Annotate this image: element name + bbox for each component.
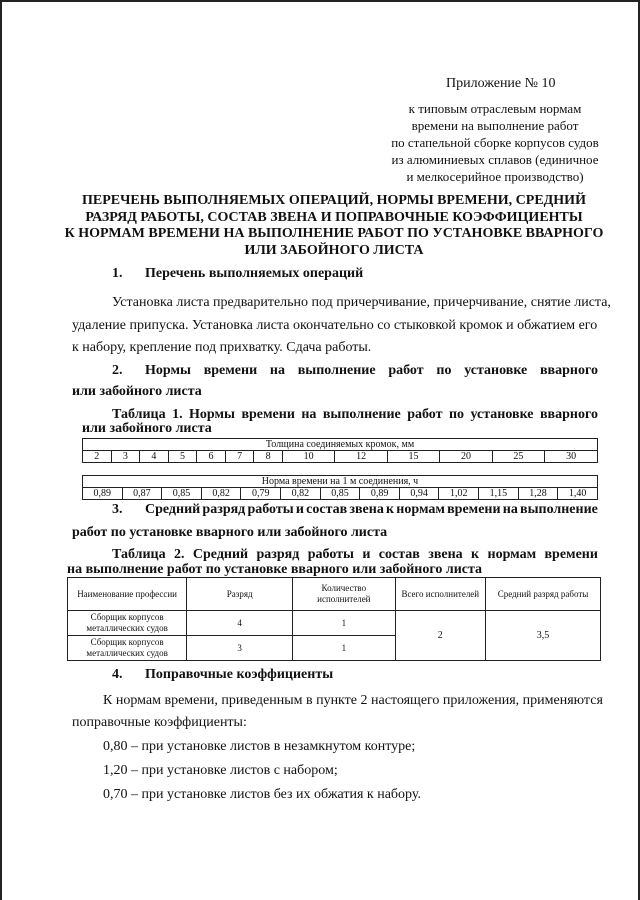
cell-grade: 3: [187, 636, 293, 661]
scan-edge-top: [0, 0, 640, 2]
heading-word: установке: [464, 363, 528, 378]
section2-title-line2: или забойного листа: [72, 384, 202, 399]
heading-word: 2.: [174, 547, 185, 562]
section4-number: 4.: [112, 667, 123, 682]
table-row: [68, 611, 601, 636]
heading-word: на: [301, 407, 317, 422]
heading-word: по: [448, 407, 465, 422]
title-line: ИЛИ ЗАБОЙНОГО ЛИСТА: [244, 242, 424, 258]
section1-title: Перечень выполняемых операций: [145, 266, 364, 281]
thickness-cell: 3: [111, 451, 140, 463]
subtitle-line: и мелкосерийное производство): [406, 169, 584, 184]
table2-crew: [67, 577, 601, 661]
norm-cell: 0,82: [201, 488, 241, 500]
heading-word: и: [362, 547, 371, 562]
cell-count: 1: [293, 636, 395, 661]
heading-word: времени: [203, 363, 258, 378]
heading-word: работы: [307, 547, 354, 562]
heading-word: к: [471, 547, 480, 562]
heading-word: разряд: [256, 547, 300, 562]
heading-word: времени: [241, 407, 295, 422]
cell-profession: Сборщик корпусов металлических судов: [68, 636, 187, 661]
subtitle-line: из алюминиевых сплавов (единичное: [391, 152, 599, 167]
thickness-cell: 30: [545, 451, 598, 463]
heading-word: Средний: [192, 547, 249, 562]
heading-word: Нормы: [145, 363, 191, 378]
document-title: [60, 193, 608, 259]
heading-word: Таблица: [112, 407, 166, 422]
norm-cell: 0,82: [281, 488, 321, 500]
section1-line: к набору, крепление под прихватку. Сдача работы.: [72, 340, 372, 355]
norm-cell: 0,79: [241, 488, 281, 500]
heading-word: на: [502, 502, 518, 517]
scan-edge-left: [0, 0, 2, 900]
section3-title-line2: работ по установке вварного или забойного листа: [72, 525, 388, 540]
section3-number: 3.: [112, 502, 123, 517]
heading-word: нормам: [396, 502, 445, 517]
thickness-cell: 8: [254, 451, 283, 463]
heading-word: звена: [428, 547, 463, 562]
heading-word: звена: [349, 502, 384, 517]
subtitle-line: по стапельной сборке корпусов судов: [391, 135, 599, 150]
heading-word: вварного: [540, 363, 598, 378]
col-average: Средний разряд работы: [486, 578, 601, 611]
cell-count: 1: [293, 611, 395, 636]
norm-cell: 1,28: [518, 488, 558, 500]
norm-cell: 0,85: [162, 488, 202, 500]
title-line: РАЗРЯД РАБОТЫ, СОСТАВ ЗВЕНА И ПОПРАВОЧНЫЕ КОЭФФИЦИЕНТЫ: [85, 209, 583, 225]
heading-word: на: [269, 363, 285, 378]
thickness-cell: 5: [168, 451, 197, 463]
section2-title: [145, 363, 598, 379]
subtitle-line: к типовым отраслевым нормам: [408, 101, 582, 116]
heading-word: выполнение: [322, 407, 401, 422]
appendix-subtitle: [370, 100, 620, 185]
col-total: Всего исполнителей: [395, 578, 486, 611]
heading-word: состав: [378, 547, 420, 562]
table2-caption: [112, 547, 598, 563]
thickness-cell: 7: [225, 451, 254, 463]
heading-word: состав: [306, 502, 348, 517]
section2-number: 2.: [112, 363, 123, 378]
col-grade: Разряд: [187, 578, 293, 611]
title-line: ПЕРЕЧЕНЬ ВЫПОЛНЯЕМЫХ ОПЕРАЦИЙ, НОРМЫ ВРЕМЕНИ, СРЕДНИЙ: [82, 193, 586, 208]
norm-cell: 0,87: [122, 488, 162, 500]
heading-word: установке: [470, 407, 534, 422]
heading-word: разряд: [202, 502, 246, 517]
table1-thickness: [82, 438, 598, 463]
title-line: К НОРМАМ ВРЕМЕНИ НА ВЫПОЛНЕНИЕ РАБОТ ПО УСТАНОВКЕ ВВАРНОГО: [64, 226, 604, 241]
coefficient-item: 0,80 – при установке листов в незамкнутом контуре;: [103, 739, 416, 754]
norm-cell: 1,15: [479, 488, 519, 500]
thickness-header: Толщина соединяемых кромок, мм: [83, 439, 598, 451]
section4-title: Поправочные коэффициенты: [145, 667, 334, 682]
col-count: Количество исполнителей: [293, 578, 395, 611]
cell-grade: 4: [187, 611, 293, 636]
thickness-cell: 15: [387, 451, 439, 463]
section1-line: удаление припуска. Установка листа окончательно со стыковкой кромок и обжатием его: [72, 318, 598, 333]
heading-word: Таблица: [112, 547, 166, 562]
col-profession: Наименование профессии: [68, 578, 187, 611]
heading-word: выполнение: [520, 502, 598, 517]
section4-intro: К нормам времени, приведенным в пункте 2 настоящего приложения, применяются: [103, 693, 603, 708]
heading-word: Нормы: [189, 407, 235, 422]
coefficient-item: 0,70 – при установке листов без их обжатия к набору.: [103, 787, 421, 802]
thickness-cell: 4: [140, 451, 169, 463]
norm-header: Норма времени на 1 м соединения, ч: [83, 476, 598, 488]
section1-number: 1.: [112, 266, 123, 281]
heading-word: по: [436, 363, 452, 378]
table1-norms: [82, 475, 598, 500]
section3-title: [145, 502, 598, 518]
norm-cell: 1,02: [439, 488, 479, 500]
heading-word: времени: [447, 502, 501, 517]
heading-word: нормам: [487, 547, 537, 562]
norm-cell: 0,89: [360, 488, 400, 500]
heading-word: к: [386, 502, 395, 517]
norm-row: [83, 488, 598, 500]
cell-profession: Сборщик корпусов металлических судов: [68, 611, 187, 636]
heading-word: 1.: [172, 407, 183, 422]
thickness-cell: 6: [197, 451, 226, 463]
cell-average: 3,5: [486, 611, 601, 661]
heading-word: вварного: [539, 407, 598, 422]
cell-total: 2: [395, 611, 486, 661]
thickness-cell: 25: [492, 451, 544, 463]
norm-cell: 0,89: [83, 488, 123, 500]
coefficient-item: 1,20 – при установке листов с набором;: [103, 763, 338, 778]
subtitle-line: времени на выполнение работ: [411, 118, 579, 133]
thickness-cell: 2: [83, 451, 112, 463]
heading-word: времени: [544, 547, 598, 562]
thickness-cell: 12: [335, 451, 387, 463]
table1-caption-line2: или забойного листа: [82, 421, 212, 436]
section1-line: Установка листа предварительно под причерчивание, причерчивание, снятие листа,: [112, 295, 611, 310]
heading-word: Средний: [145, 502, 201, 517]
heading-word: выполнение: [297, 363, 376, 378]
appendix-number: Приложение № 10: [446, 76, 556, 91]
heading-word: работ: [388, 363, 424, 378]
heading-word: работ: [407, 407, 443, 422]
heading-word: и: [295, 502, 304, 517]
norm-cell: 1,40: [558, 488, 598, 500]
thickness-row: [83, 451, 598, 463]
norm-cell: 0,94: [399, 488, 439, 500]
table2-caption-line2: на выполнение работ по установке вварного или забойного листа: [67, 562, 483, 577]
norm-cell: 0,85: [320, 488, 360, 500]
section4-intro-line2: поправочные коэффициенты:: [72, 715, 247, 730]
thickness-cell: 10: [282, 451, 334, 463]
thickness-cell: 20: [440, 451, 492, 463]
heading-word: работы: [247, 502, 294, 517]
